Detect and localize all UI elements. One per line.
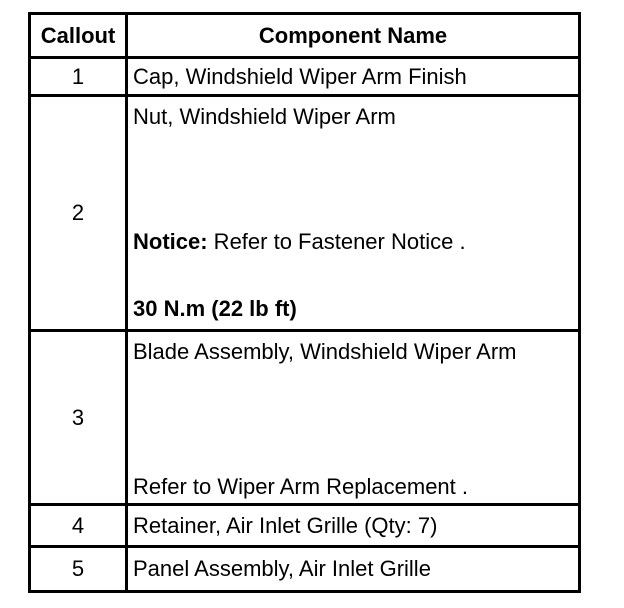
reference-text: Refer to Wiper Arm Replacement . — [133, 474, 469, 499]
callout-1: 1 — [31, 59, 128, 97]
component-cell-3 — [128, 332, 578, 506]
component-table — [28, 12, 581, 593]
callout-4: 4 — [31, 506, 128, 548]
notice-text: Refer to Fastener Notice . — [207, 229, 466, 254]
component-name-5: Panel Assembly, Air Inlet Grille — [133, 556, 431, 581]
notice-line — [133, 231, 466, 253]
notice-label: Notice: — [133, 229, 208, 254]
component-name-2: Nut, Windshield Wiper Arm — [133, 104, 396, 129]
component-name-1: Cap, Windshield Wiper Arm Finish — [128, 59, 578, 97]
callout-5: 5 — [31, 548, 128, 590]
component-name-3: Blade Assembly, Windshield Wiper Arm — [133, 339, 517, 364]
header-callout: Callout — [31, 15, 128, 59]
torque-spec: 30 N.m (22 lb ft) — [133, 296, 297, 321]
header-component-name: Component Name — [128, 15, 578, 59]
component-name-4: Retainer, Air Inlet Grille (Qty: 7) — [128, 506, 578, 548]
callout-3: 3 — [31, 332, 128, 506]
component-cell-2 — [128, 97, 578, 332]
callout-2: 2 — [31, 97, 128, 332]
